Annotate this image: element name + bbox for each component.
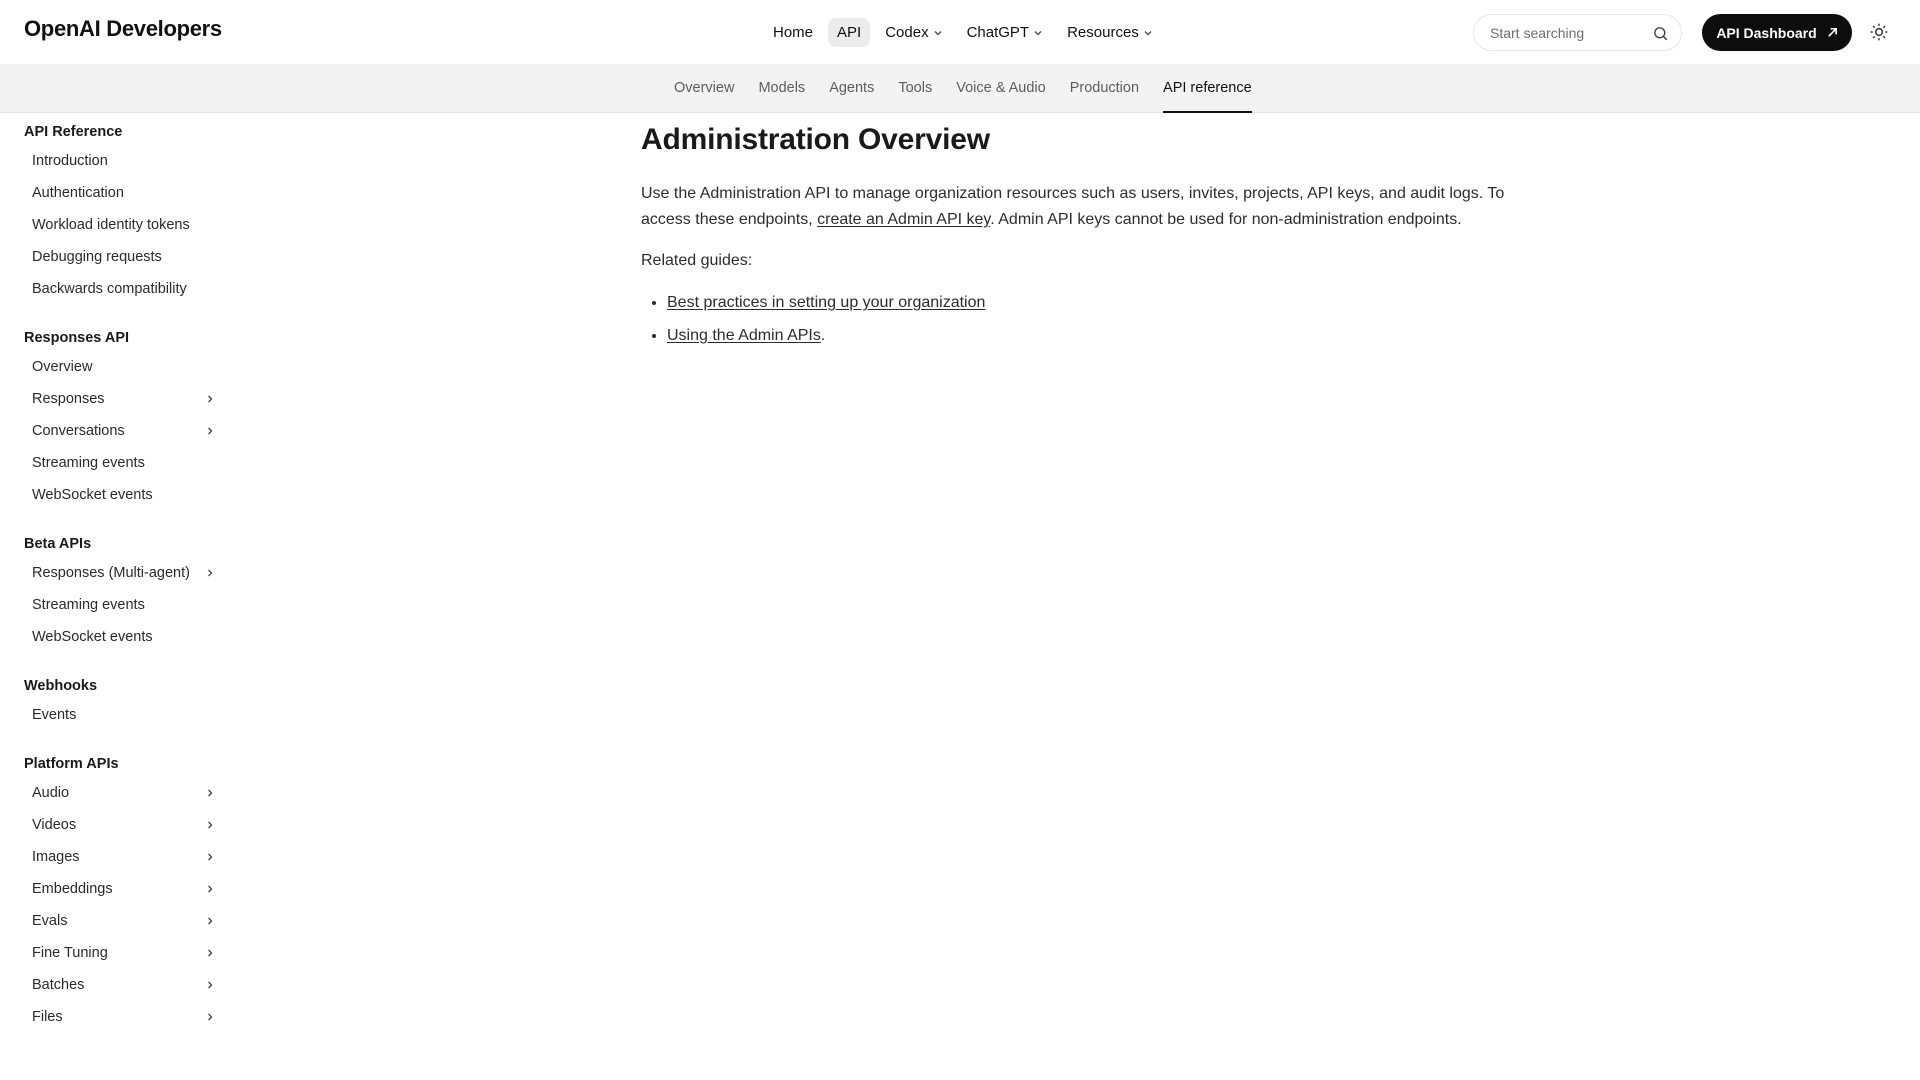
sidebar-item-label: Batches: [32, 977, 85, 993]
sidebar-group-webhooks: [0, 667, 240, 731]
guide-suffix: .: [820, 327, 826, 344]
subnav-tabs: [674, 64, 1252, 112]
chevron-right-icon: [205, 394, 215, 404]
sun-icon[interactable]: [1869, 22, 1889, 42]
related-guides-label: Related guides:: [641, 252, 753, 269]
sidebar-item-streaming-events[interactable]: [0, 447, 240, 479]
top-header: [0, 0, 1920, 64]
chevron-right-icon: [205, 426, 215, 436]
sidebar-group-responses-api: [0, 319, 240, 511]
sidebar-item-evals[interactable]: [0, 905, 240, 937]
nav-label: Home: [773, 24, 814, 41]
intro-paragraph: [641, 181, 1521, 233]
site-logo[interactable]: OpenAI Developers: [24, 16, 222, 41]
nav-home[interactable]: [764, 18, 822, 47]
sidebar-group-api-reference: [0, 113, 240, 305]
sidebar-item-label: Responses (Multi-agent): [32, 565, 190, 581]
chevron-right-icon: [205, 788, 215, 798]
sidebar-item-label: Responses: [32, 391, 105, 407]
nav-label: API: [837, 24, 862, 41]
sidebar-item-label: WebSocket events: [32, 487, 153, 503]
sidebar-heading: Webhooks: [24, 678, 98, 694]
api-dashboard-button[interactable]: [1702, 14, 1852, 51]
sidebar-item-label: Streaming events: [32, 597, 145, 613]
sidebar-item-label: Files: [32, 1009, 63, 1025]
tab-production[interactable]: Production: [1069, 80, 1140, 96]
sidebar-item-label: Events: [32, 707, 77, 723]
list-item: [667, 323, 1521, 349]
sidebar-heading: Responses API: [24, 330, 130, 346]
page-title: Administration Overview: [641, 123, 990, 156]
chevron-down-icon: [1143, 28, 1153, 38]
chevron-right-icon: [205, 948, 215, 958]
primary-nav: [764, 18, 1162, 47]
sidebar-item-label: Conversations: [32, 423, 125, 439]
sidebar-heading: Beta APIs: [24, 536, 92, 552]
nav-label: Codex: [885, 24, 929, 41]
tab-api-reference[interactable]: API reference: [1163, 64, 1252, 112]
sidebar-item-label: Backwards compatibility: [32, 281, 187, 297]
chevron-right-icon: [205, 980, 215, 990]
sidebar-item-responses-multi-agent[interactable]: [0, 557, 240, 589]
sidebar-group-platform-apis: [0, 745, 240, 1033]
section-subnav: [0, 64, 1920, 113]
intro-text-after: . Admin API keys cannot be used for non-administration endpoints.: [990, 211, 1462, 228]
tab-agents[interactable]: Agents: [829, 80, 875, 96]
create-admin-key-link[interactable]: create an Admin API key: [817, 211, 991, 228]
nav-resources[interactable]: [1058, 18, 1162, 47]
search-box[interactable]: [1473, 14, 1682, 51]
sidebar-group-beta-apis: [0, 525, 240, 653]
sidebar-item-embeddings[interactable]: [0, 873, 240, 905]
sidebar-item-label: Authentication: [32, 185, 124, 201]
list-item: [667, 290, 1521, 316]
sidebar-item-label: WebSocket events: [32, 629, 153, 645]
chevron-down-icon: [1033, 28, 1043, 38]
guide-link[interactable]: Best practices in setting up your organization: [667, 294, 986, 311]
sidebar-item-videos[interactable]: [0, 809, 240, 841]
sidebar-item-events[interactable]: [0, 699, 240, 731]
search-icon[interactable]: [1652, 25, 1669, 42]
sidebar-item-batches[interactable]: [0, 969, 240, 1001]
nav-label: Resources: [1067, 24, 1139, 41]
sidebar-item-overview[interactable]: [0, 351, 240, 383]
sidebar-item-websocket-events[interactable]: [0, 621, 240, 653]
sidebar-item-label: Audio: [32, 785, 70, 801]
sidebar-item-label: Videos: [32, 817, 77, 833]
main-content: [641, 113, 1521, 356]
sidebar-heading: API Reference: [24, 124, 123, 140]
chevron-right-icon: [205, 568, 215, 578]
nav-codex[interactable]: [876, 18, 951, 47]
chevron-right-icon: [205, 852, 215, 862]
sidebar-item-label: Debugging requests: [32, 249, 162, 265]
sidebar-heading: Platform APIs: [24, 756, 119, 772]
tab-models[interactable]: Models: [758, 80, 806, 96]
search-input[interactable]: Start searching: [1490, 25, 1585, 41]
sidebar-item-images[interactable]: [0, 841, 240, 873]
tab-overview[interactable]: Overview: [674, 80, 735, 96]
chevron-right-icon: [205, 916, 215, 926]
api-dashboard-label: API Dashboard: [1716, 24, 1817, 41]
sidebar-item-label: Evals: [32, 913, 68, 929]
sidebar-item-authentication[interactable]: [0, 177, 240, 209]
nav-api[interactable]: [828, 18, 870, 47]
intro-text-before: Use the Administration API to manage organization resources such as users, invites, projects, API keys, and audit logs. To access these endpoints,: [641, 185, 1505, 228]
sidebar-item-files[interactable]: [0, 1001, 240, 1033]
sidebar-item-label: Fine Tuning: [32, 945, 108, 961]
sidebar-item-websocket-events[interactable]: [0, 479, 240, 511]
sidebar-item-label: Embeddings: [32, 881, 113, 897]
external-arrow-icon: [1827, 27, 1838, 38]
chevron-right-icon: [205, 884, 215, 894]
sidebar-item-label: Workload identity tokens: [32, 217, 190, 233]
sidebar-item-fine-tuning[interactable]: [0, 937, 240, 969]
sidebar-item-audio[interactable]: [0, 777, 240, 809]
sidebar-item-debugging-requests[interactable]: [0, 241, 240, 273]
nav-label: ChatGPT: [966, 24, 1030, 41]
sidebar-item-label: Introduction: [32, 153, 108, 169]
chevron-right-icon: [205, 1012, 215, 1022]
sidebar: [0, 113, 240, 1080]
sidebar-item-introduction[interactable]: [0, 145, 240, 177]
sidebar-item-responses[interactable]: [0, 383, 240, 415]
guide-link[interactable]: Using the Admin APIs: [667, 327, 821, 344]
chevron-right-icon: [205, 820, 215, 830]
sidebar-item-label: Overview: [32, 359, 93, 375]
tab-tools[interactable]: Tools: [898, 80, 933, 96]
sidebar-item-label: Images: [32, 849, 80, 865]
sidebar-item-label: Streaming events: [32, 455, 145, 471]
related-guides-list: [641, 290, 1521, 349]
nav-chatgpt[interactable]: [958, 18, 1053, 47]
sidebar-item-streaming-events[interactable]: [0, 589, 240, 621]
sidebar-item-conversations[interactable]: [0, 415, 240, 447]
tab-voice-and-audio[interactable]: Voice & Audio: [956, 80, 1046, 96]
sidebar-item-workload-identity-tokens[interactable]: [0, 209, 240, 241]
chevron-down-icon: [933, 28, 943, 38]
sidebar-item-backwards-compatibility[interactable]: [0, 273, 240, 305]
